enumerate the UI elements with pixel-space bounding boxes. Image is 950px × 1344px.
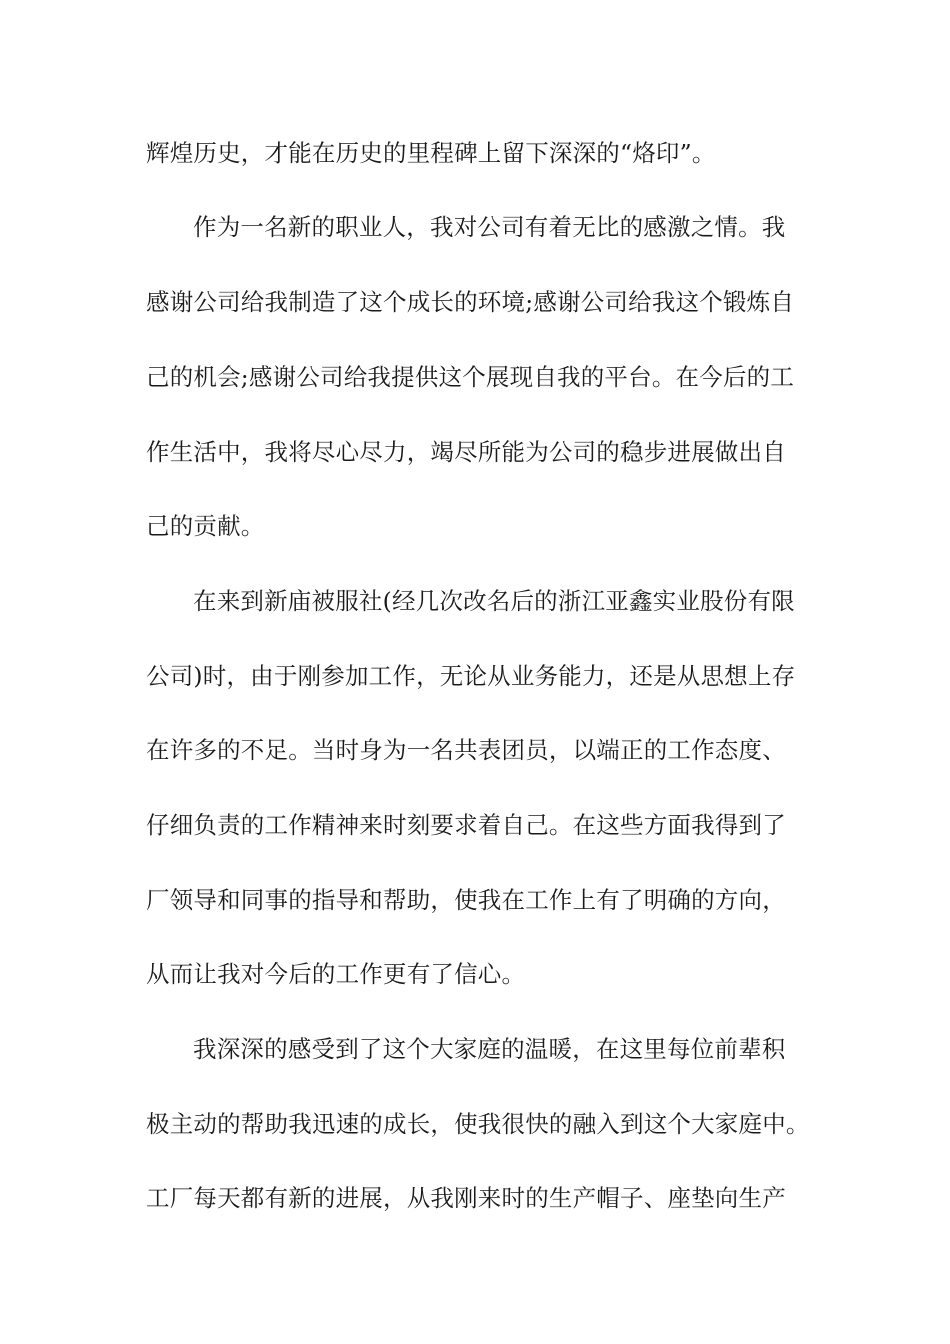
text-line: 己的贡献。 <box>146 512 265 540</box>
text-line: 辉煌历史，才能在历史的里程碑上留下深深的“烙印”。 <box>146 139 716 167</box>
text-line: 公司)时，由于刚参加工作，无论从业务能力，还是从思想上存 <box>146 662 796 690</box>
paragraph-first-line: 在来到新庙被服社(经几次改名后的浙江亚鑫实业股份有限 <box>193 587 795 615</box>
text-line: 作生活中，我将尽心尽力，竭尽所能为公司的稳步进展做出自 <box>146 438 786 466</box>
text-line: 厂领导和同事的指导和帮助，使我在工作上有了明确的方向， <box>146 886 786 914</box>
text-line: 从而让我对今后的工作更有了信心。 <box>146 960 526 988</box>
text-line: 极主动的帮助我迅速的成长，使我很快的融入到这个大家庭中。 <box>146 1110 810 1138</box>
text-line: 己的机会;感谢公司给我提供这个展现自我的平台。在今后的工 <box>146 363 795 391</box>
paragraph-first-line: 作为一名新的职业人，我对公司有着无比的感激之情。我 <box>193 213 786 241</box>
text-line: 工厂每天都有新的进展，从我刚来时的生产帽子、座垫向生产 <box>146 1184 786 1212</box>
text-line: 在许多的不足。当时身为一名共表团员，以端正的工作态度、 <box>146 736 786 764</box>
text-line: 感谢公司给我制造了这个成长的环境;感谢公司给我这个锻炼自 <box>146 288 795 316</box>
text-line: 仔细负责的工作精神来时刻要求着自己。在这些方面我得到了 <box>146 811 786 839</box>
paragraph-first-line: 我深深的感受到了这个大家庭的温暖，在这里每位前辈积 <box>193 1035 786 1063</box>
